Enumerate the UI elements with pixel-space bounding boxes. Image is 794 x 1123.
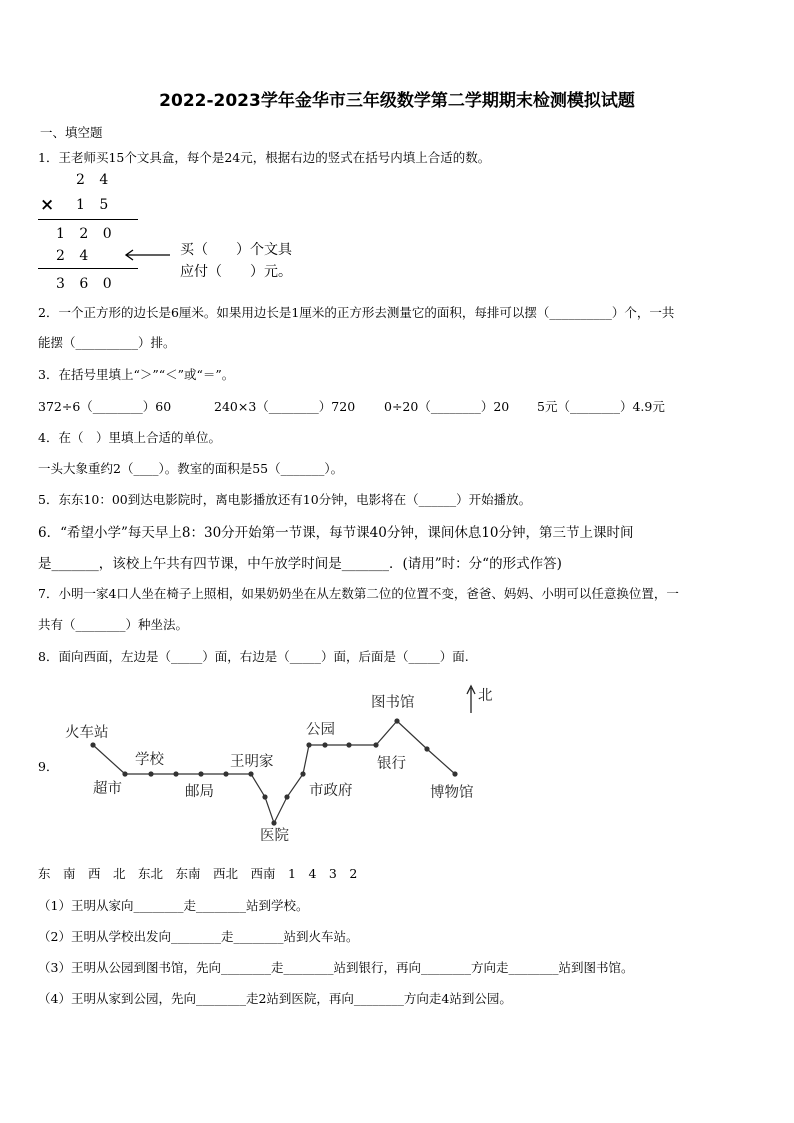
- vertical-row-5: 3 6 0: [56, 276, 112, 292]
- stop-dot: [148, 771, 153, 776]
- stop-dot: [90, 742, 95, 747]
- stop-dot: [346, 742, 351, 747]
- north-arrow-icon: [467, 686, 475, 713]
- question-9-number: 9．: [38, 759, 59, 774]
- q1-note-1: 买（ ）个文具: [180, 242, 292, 258]
- times-sign: ×: [40, 195, 55, 215]
- arrow-left-icon: [124, 248, 172, 262]
- question-5-text: 5．东东10：00到达电影院时，离电影播放还有10分钟，电影将在（______）开始播放。: [38, 492, 532, 507]
- stop-dot: [452, 771, 457, 776]
- question-2-line-2: 能摆（__________）排。: [38, 335, 176, 350]
- station-label: 超市: [93, 781, 122, 797]
- station-label: 邮局: [185, 784, 214, 800]
- stop-dot: [122, 771, 127, 776]
- question-4-line-1: 4．在（ ）里填上合适的单位。: [38, 430, 221, 445]
- station-label: 市政府: [309, 783, 353, 799]
- stop-dot: [373, 742, 378, 747]
- question-3-item: 372÷6（________）60: [38, 399, 172, 414]
- stop-dot: [198, 771, 203, 776]
- page-title: 2022-2023学年金华市三年级数学第二学期期末检测模拟试题: [159, 91, 635, 111]
- question-3-item: 5元（________）4.9元: [537, 399, 665, 414]
- stop-dot: [248, 771, 253, 776]
- question-6-line-2: 是_______，该校上午共有四节课，中午放学时间是_______．(请用”时：分“的形式作答): [38, 556, 562, 572]
- stop-dot: [223, 771, 228, 776]
- question-8-text: 8．面向西面，左边是（_____）面，右边是（_____）面，后面是（_____）面.: [38, 649, 469, 664]
- question-9-sub-1: （1）王明从家向________走________站到学校。: [38, 898, 309, 913]
- question-1-text: 1．王老师买15个文具盒，每个是24元，根据右边的竖式在括号内填上合适的数。: [38, 150, 491, 165]
- stop-dot: [424, 746, 429, 751]
- vertical-row-3: 1 2 0: [56, 226, 112, 242]
- question-9-sub-3: （3）王明从公园到图书馆，先向________走________站到银行，再向________方向走________站到图书馆。: [38, 960, 634, 975]
- question-3-line-1: 3．在括号里填上“＞”“＜”或“＝”。: [38, 367, 235, 382]
- station-label: 银行: [377, 756, 406, 772]
- question-2-line-1: 2．一个正方形的边长是6厘米。如果用边长是1厘米的正方形去测量它的面积，每排可以摆（__________）个，一共: [38, 305, 675, 320]
- question-4-line-2: 一头大象重约2（____）。教室的面积是55（_______）。: [38, 461, 344, 476]
- question-9-sub-4: （4）王明从家到公园，先向________走2站到医院，再向________方向走4站到公园。: [38, 991, 512, 1006]
- stop-dot: [322, 742, 327, 747]
- stop-dot: [394, 718, 399, 723]
- stop-dot: [262, 794, 267, 799]
- vertical-row-4: 2 4: [56, 248, 89, 264]
- question-9-sub-2: （2）王明从学校出发向________走________站到火车站。: [38, 929, 359, 944]
- stop-dot: [306, 742, 311, 747]
- stop-dot: [173, 771, 178, 776]
- section-heading: 一、填空题: [40, 125, 103, 140]
- north-label: 北: [478, 688, 493, 704]
- stop-dot: [300, 771, 305, 776]
- route-map: [55, 680, 495, 850]
- vertical-line-1: [38, 219, 138, 220]
- question-7-line-2: 共有（________）种坐法。: [38, 617, 189, 632]
- vertical-row-2: 1 5: [76, 197, 109, 213]
- station-label: 医院: [260, 828, 289, 844]
- question-3-item: 0÷20（________）20: [384, 399, 510, 414]
- question-7-line-1: 7．小明一家4口人坐在椅子上照相，如果奶奶坐在从左数第二位的位置不变，爸爸、妈妈、小明可以任意换位置，一: [38, 586, 679, 601]
- direction-word-bank: 东 南 西 北 东北 东南 西北 西南 1 4 3 2: [38, 866, 358, 881]
- stop-dot: [284, 794, 289, 799]
- station-label: 博物馆: [430, 785, 474, 801]
- station-label: 公园: [306, 722, 335, 738]
- station-label: 图书馆: [371, 695, 415, 711]
- q1-note-2: 应付（ ）元。: [180, 264, 292, 280]
- station-label: 王明家: [230, 754, 274, 770]
- stop-dot: [271, 820, 276, 825]
- route-stops: [90, 718, 457, 825]
- question-6-line-1: 6．“希望小学”每天早上8：30分开始第一节课，每节课40分钟，课间休息10分钟，第三节上课时间: [38, 525, 634, 541]
- question-3-item: 240×3（________）720: [214, 399, 356, 414]
- vertical-row-1: 2 4: [76, 172, 109, 188]
- vertical-line-2: [38, 268, 138, 269]
- station-label: 火车站: [65, 725, 109, 741]
- station-label: 学校: [135, 752, 164, 768]
